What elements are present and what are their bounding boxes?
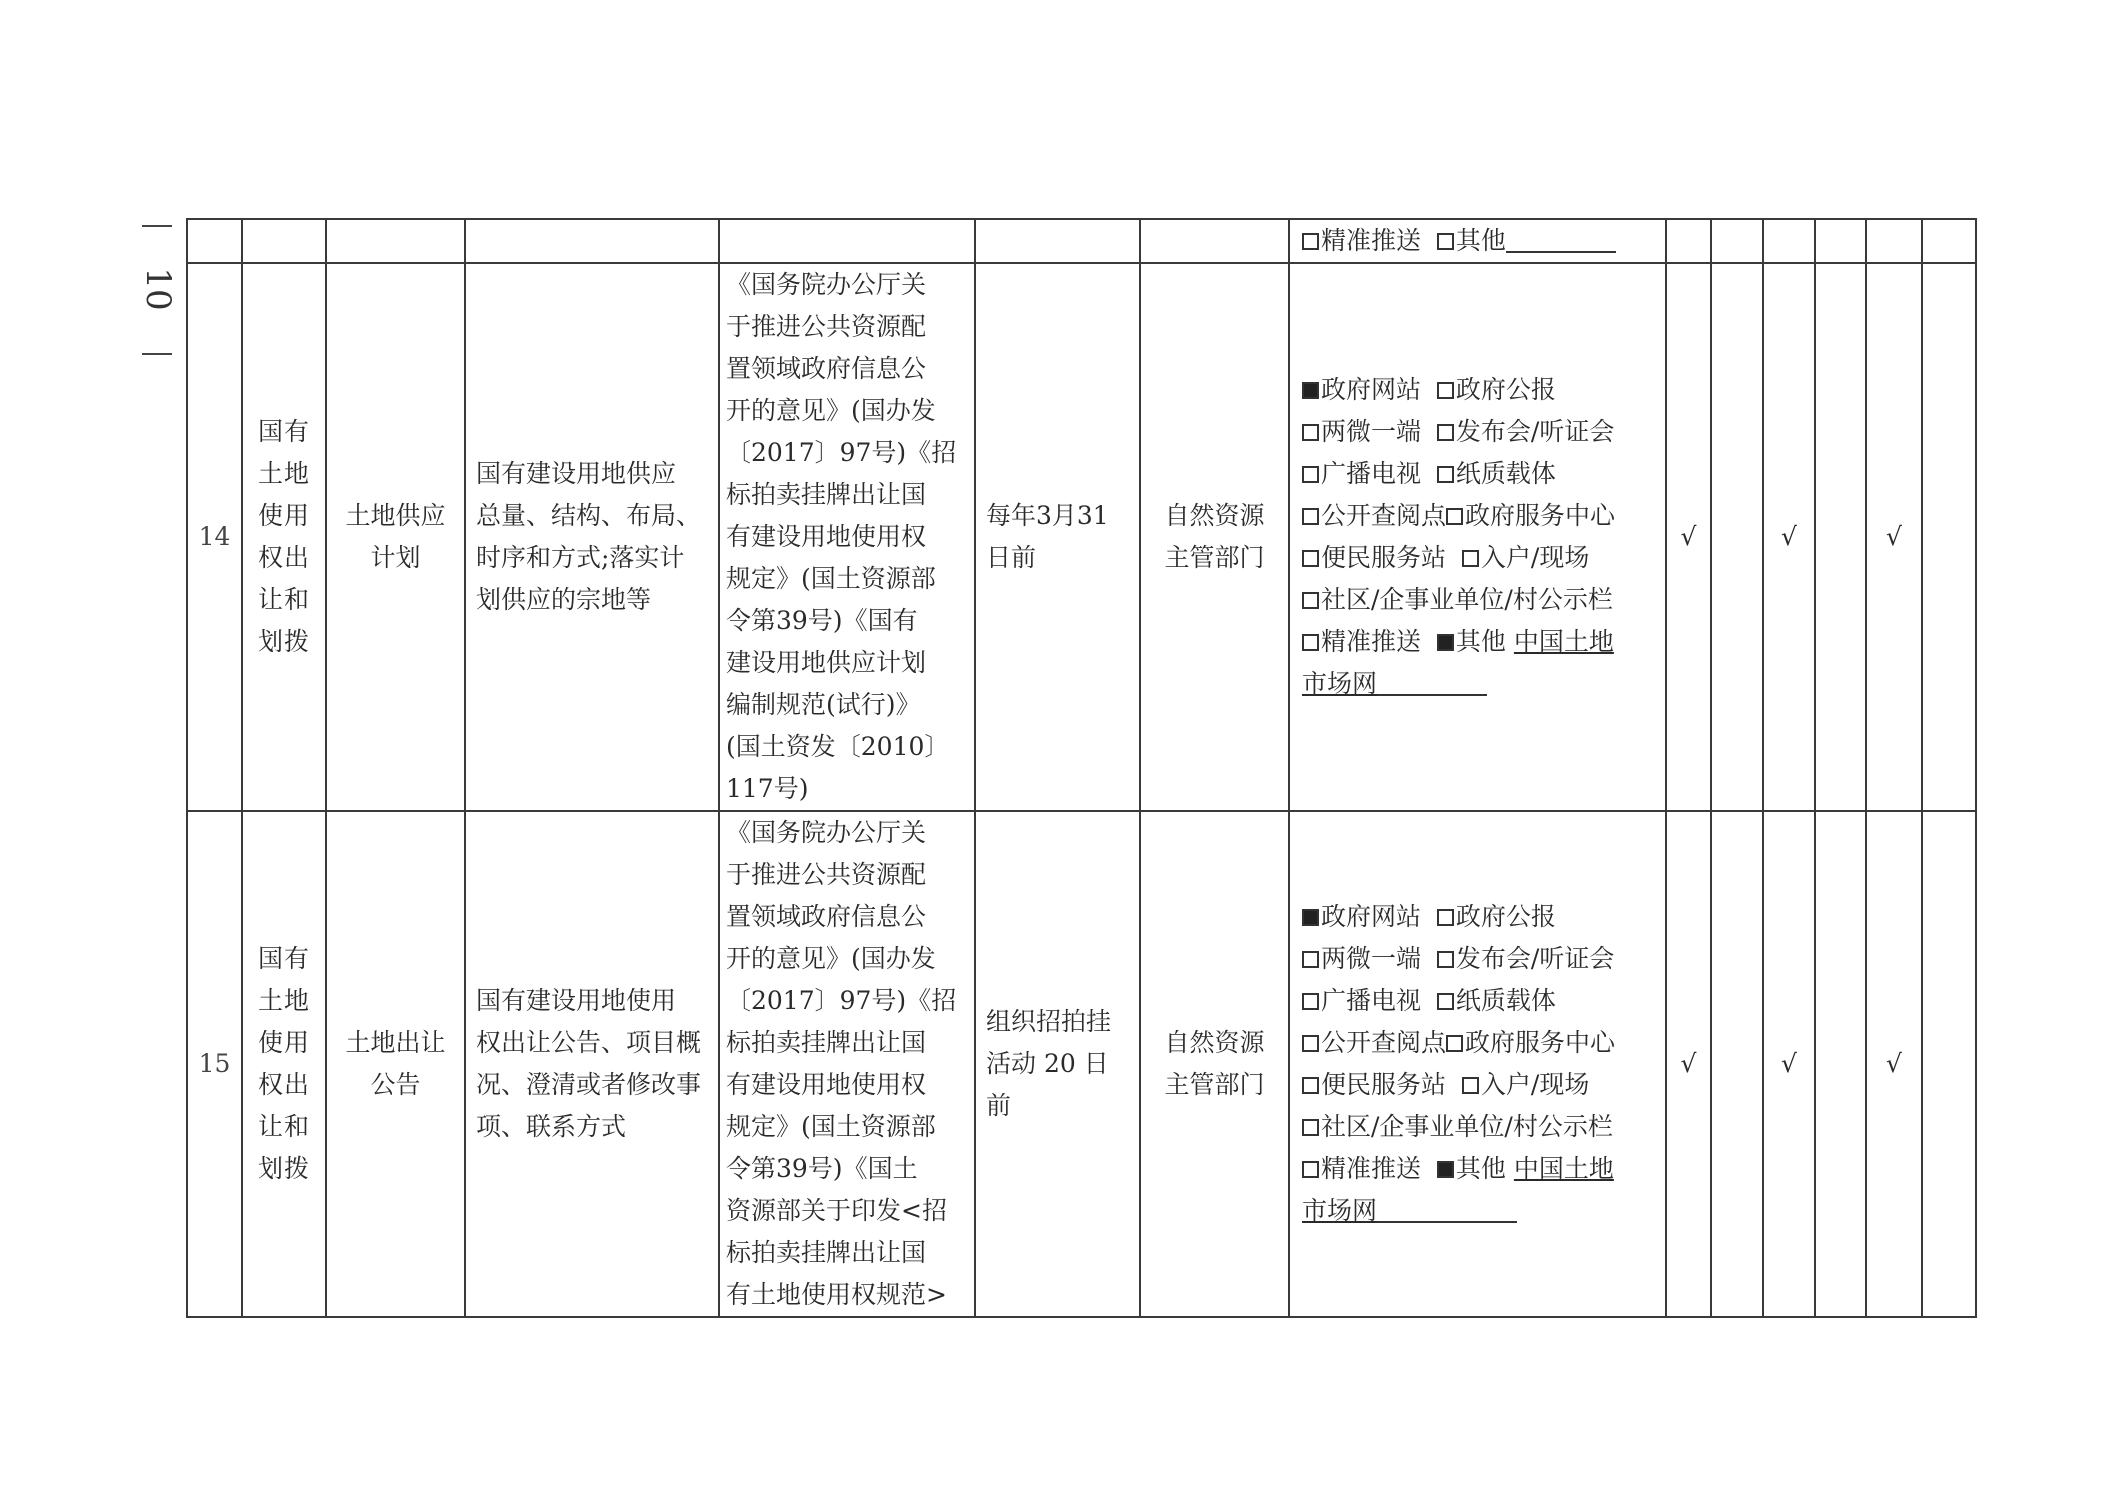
channel-wechat: 两微一端	[1321, 944, 1422, 973]
cell-empty	[1815, 263, 1866, 811]
basis-line: 有土地使用权规范>	[726, 1280, 947, 1309]
channel-convenience: 便民服务站	[1321, 543, 1447, 572]
category-line: 土地	[257, 459, 310, 488]
cell-empty	[465, 219, 719, 263]
checkbox-empty	[1437, 233, 1454, 250]
content-line: 划供应的宗地等	[476, 585, 652, 614]
checkbox-checked	[1302, 382, 1319, 399]
basis-line: 置领域政府信息公	[726, 354, 927, 383]
channel-press: 发布会/听证会	[1455, 944, 1615, 973]
basis-line: 有建设用地使用权	[726, 522, 927, 551]
department-cell	[1140, 263, 1289, 811]
cell-empty	[1922, 811, 1976, 1317]
basis-line: 标拍卖挂牌出让国	[726, 1028, 927, 1057]
cell-empty	[1711, 263, 1763, 811]
channels-cell-continued	[1289, 219, 1666, 263]
blank-underline	[1377, 668, 1487, 696]
checkbox-empty	[1302, 951, 1319, 968]
checkbox-empty	[1437, 466, 1454, 483]
channels-cell	[1289, 811, 1666, 1317]
category-line: 国有	[257, 944, 310, 973]
page-number-text: 10	[138, 267, 178, 311]
checkbox-empty	[1302, 508, 1319, 525]
basis-line: 117号)	[726, 774, 809, 803]
content-line: 总量、结构、布局、	[476, 501, 702, 530]
cell-empty	[1763, 219, 1815, 263]
channel-gov-bulletin: 政府公报	[1455, 902, 1556, 931]
checkbox-empty	[1446, 508, 1463, 525]
check-mark: √	[1666, 263, 1711, 811]
channel-reading-point: 公开查阅点	[1321, 501, 1447, 530]
channel-bulletin-board: 社区/企事业单位/村公示栏	[1321, 585, 1613, 614]
channel-service-center: 政府服务中心	[1465, 1028, 1616, 1057]
basis-line: 〔2017〕97号)《招	[726, 986, 957, 1015]
checkbox-empty	[1446, 1035, 1463, 1052]
channel-convenience: 便民服务站	[1321, 1070, 1447, 1099]
time-limit-line: 前	[986, 1091, 1012, 1120]
channel-paper: 纸质载体	[1455, 986, 1556, 1015]
content-line: 况、澄清或者修改事	[476, 1070, 702, 1099]
checkbox-empty	[1302, 592, 1319, 609]
basis-line: 《国务院办公厅关	[726, 270, 927, 299]
time-limit-cell	[975, 811, 1140, 1317]
channel-reading-point: 公开查阅点	[1321, 1028, 1447, 1057]
checkbox-empty	[1302, 1035, 1319, 1052]
basis-line: 标拍卖挂牌出让国	[726, 1238, 927, 1267]
check-mark: √	[1866, 811, 1922, 1317]
item-line: 土地出让	[345, 1028, 446, 1057]
cell-empty	[1815, 219, 1866, 263]
channel-onsite: 入户/现场	[1480, 543, 1590, 572]
channel-paper: 纸质载体	[1455, 459, 1556, 488]
page-number-dash-top	[142, 225, 172, 227]
category-cell	[242, 811, 326, 1317]
checkbox-empty	[1462, 1077, 1479, 1094]
table-row-continued	[187, 219, 1976, 263]
cell-empty	[1666, 219, 1711, 263]
page-number	[128, 225, 188, 365]
item-line: 公告	[370, 1070, 421, 1099]
basis-line: 令第39号)《国有	[726, 606, 918, 635]
category-line: 让和	[257, 1112, 310, 1141]
checkbox-empty	[1302, 993, 1319, 1010]
cell-empty	[1711, 219, 1763, 263]
blank-underline	[1506, 225, 1616, 253]
channel-onsite: 入户/现场	[1480, 1070, 1590, 1099]
checkbox-checked	[1302, 909, 1319, 926]
time-limit-line: 每年3月31	[986, 501, 1109, 530]
item-line: 土地供应	[345, 501, 446, 530]
basis-line: 编制规范(试行)》	[726, 690, 921, 719]
checkbox-empty	[1437, 424, 1454, 441]
channel-precise: 精准推送	[1321, 627, 1422, 656]
time-limit-cell	[975, 263, 1140, 811]
item-line: 计划	[370, 543, 421, 572]
content-cell	[465, 263, 719, 811]
category-line: 让和	[257, 585, 310, 614]
category-line: 使用	[257, 1028, 310, 1057]
cell-empty	[719, 219, 975, 263]
channel-bulletin-board: 社区/企事业单位/村公示栏	[1321, 1112, 1613, 1141]
check-mark: √	[1666, 811, 1711, 1317]
check-mark: √	[1763, 263, 1815, 811]
content-line: 权出让公告、项目概	[476, 1028, 702, 1057]
checkbox-empty	[1302, 233, 1319, 250]
channel-other: 其他	[1455, 1154, 1506, 1183]
channel-press: 发布会/听证会	[1455, 417, 1615, 446]
time-limit-line: 活动 20 日	[986, 1049, 1109, 1078]
time-limit-line: 组织招拍挂	[986, 1007, 1112, 1036]
basis-line: (国土资发〔2010〕	[726, 732, 950, 761]
category-line: 国有	[257, 417, 310, 446]
content-line: 项、联系方式	[476, 1112, 627, 1141]
basis-cell	[719, 263, 975, 811]
channel-other: 其他	[1455, 627, 1506, 656]
cell-empty	[1922, 219, 1976, 263]
basis-line: 开的意见》(国办发	[726, 396, 936, 425]
department-line: 主管部门	[1164, 543, 1265, 572]
content-line: 时序和方式;落实计	[476, 543, 685, 572]
basis-line: 《国务院办公厅关	[726, 818, 927, 847]
disclosure-table	[186, 218, 1977, 1318]
basis-line: 置领域政府信息公	[726, 902, 927, 931]
cell-empty	[1815, 811, 1866, 1317]
row-index: 15	[187, 811, 242, 1317]
row-index: 14	[187, 263, 242, 811]
channel-gov-bulletin: 政府公报	[1455, 375, 1556, 404]
cell-empty	[326, 219, 465, 263]
content-cell	[465, 811, 719, 1317]
cell-empty	[1922, 263, 1976, 811]
basis-line: 于推进公共资源配	[726, 860, 927, 889]
basis-line: 建设用地供应计划	[726, 648, 927, 677]
checkbox-checked	[1437, 1161, 1454, 1178]
table-row	[187, 811, 1976, 1317]
checkbox-empty	[1302, 466, 1319, 483]
department-line: 自然资源	[1164, 501, 1265, 530]
cell-empty	[1711, 811, 1763, 1317]
channel-broadcast: 广播电视	[1321, 986, 1422, 1015]
basis-line: 〔2017〕97号)《招	[726, 438, 957, 467]
channel-other-value: 中国土地	[1513, 1154, 1614, 1183]
basis-line: 令第39号)《国土	[726, 1154, 918, 1183]
checkbox-empty	[1437, 993, 1454, 1010]
table-row	[187, 263, 1976, 811]
channel-wechat: 两微一端	[1321, 417, 1422, 446]
check-mark: √	[1763, 811, 1815, 1317]
checkbox-empty	[1462, 550, 1479, 567]
checkbox-empty	[1437, 382, 1454, 399]
basis-line: 资源部关于印发<招	[726, 1196, 947, 1225]
channel-broadcast: 广播电视	[1321, 459, 1422, 488]
cell-empty	[242, 219, 326, 263]
category-line: 划拨	[257, 1154, 310, 1183]
department-cell	[1140, 811, 1289, 1317]
channel-other-value: 市场网	[1302, 669, 1378, 698]
item-cell	[326, 263, 465, 811]
channel-other-value: 中国土地	[1513, 627, 1614, 656]
channel-service-center: 政府服务中心	[1465, 501, 1616, 530]
content-line: 国有建设用地供应	[476, 459, 677, 488]
basis-line: 于推进公共资源配	[726, 312, 927, 341]
channel-precise: 精准推送	[1321, 226, 1422, 255]
category-cell	[242, 263, 326, 811]
basis-line: 有建设用地使用权	[726, 1070, 927, 1099]
channel-precise: 精准推送	[1321, 1154, 1422, 1183]
department-line: 主管部门	[1164, 1070, 1265, 1099]
channel-other: 其他	[1455, 226, 1506, 255]
category-line: 土地	[257, 986, 310, 1015]
content-line: 国有建设用地使用	[476, 986, 677, 1015]
channel-gov-website: 政府网站	[1321, 375, 1422, 404]
basis-cell	[719, 811, 975, 1317]
channels-cell	[1289, 263, 1666, 811]
channel-gov-website: 政府网站	[1321, 902, 1422, 931]
basis-line: 标拍卖挂牌出让国	[726, 480, 927, 509]
checkbox-empty	[1302, 1161, 1319, 1178]
category-line: 权出	[257, 543, 310, 572]
basis-line: 规定》(国土资源部	[726, 1112, 936, 1141]
checkbox-empty	[1302, 424, 1319, 441]
category-line: 划拨	[257, 627, 310, 656]
checkbox-empty	[1437, 909, 1454, 926]
blank-underline	[1377, 1195, 1517, 1223]
cell-empty	[975, 219, 1140, 263]
check-mark: √	[1866, 263, 1922, 811]
channel-other-value: 市场网	[1302, 1196, 1378, 1225]
checkbox-checked	[1437, 634, 1454, 651]
basis-line: 开的意见》(国办发	[726, 944, 936, 973]
cell-empty	[1140, 219, 1289, 263]
basis-line: 规定》(国土资源部	[726, 564, 936, 593]
department-line: 自然资源	[1164, 1028, 1265, 1057]
checkbox-empty	[1302, 634, 1319, 651]
page-number-dash-bottom	[142, 353, 172, 355]
checkbox-empty	[1437, 951, 1454, 968]
cell-empty	[1866, 219, 1922, 263]
time-limit-line: 日前	[986, 543, 1037, 572]
checkbox-empty	[1302, 550, 1319, 567]
cell-empty	[187, 219, 242, 263]
checkbox-empty	[1302, 1077, 1319, 1094]
item-cell	[326, 811, 465, 1317]
checkbox-empty	[1302, 1119, 1319, 1136]
category-line: 权出	[257, 1070, 310, 1099]
category-line: 使用	[257, 501, 310, 530]
